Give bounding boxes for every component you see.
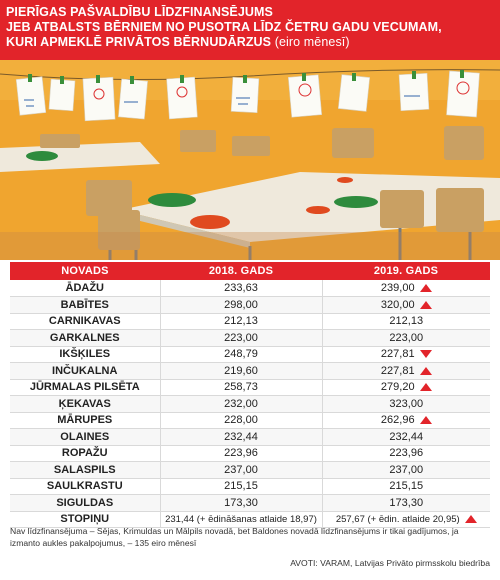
row-value-2018: 223,00	[160, 330, 322, 347]
row-value-2018: 228,00	[160, 412, 322, 429]
row-value-2018: 219,60	[160, 363, 322, 380]
row-municipality: SAULKRASTU	[10, 478, 160, 495]
table-row	[10, 379, 490, 396]
table-header-row	[10, 262, 490, 280]
row-value-2019: 279,20	[380, 381, 415, 394]
row-cell-2019	[322, 346, 490, 363]
row-value-2019: 173,30	[389, 496, 424, 509]
row-municipality: GARKALNES	[10, 330, 160, 347]
row-municipality: ĶEKAVAS	[10, 396, 160, 413]
cofinancing-table-wrap	[10, 262, 490, 528]
row-municipality: SIGULDAS	[10, 495, 160, 512]
footnote: Nav līdzfinansējuma – Sējas, Krimuldas un Mālpils novadā, bet Baldones novadā līdzfinansējums ir tikai gadījumos, ja izmanto aukles pakalpojumus, – 135 eiro mēnesī	[10, 526, 459, 548]
row-cell-2019	[322, 495, 490, 512]
table-row	[10, 330, 490, 347]
row-cell-2019	[322, 412, 490, 429]
row-municipality: CARNIKAVAS	[10, 313, 160, 330]
row-value-2019: 223,96	[389, 447, 424, 460]
increase-arrow-icon	[420, 301, 432, 309]
table-row	[10, 280, 490, 297]
row-value-2019: 212,13	[389, 315, 424, 328]
title-line-2: JEB ATBALSTS BĒRNIEM NO PUSOTRA LĪDZ ČETRU GADU VECUMAM,	[6, 20, 442, 34]
header-novads: NOVADS	[10, 262, 160, 280]
row-value-2019: 232,44	[389, 430, 424, 443]
row-municipality: STOPIŅU	[10, 511, 160, 528]
row-value-2018: 248,79	[160, 346, 322, 363]
row-cell-2019	[322, 297, 490, 314]
row-value-2018: 212,13	[160, 313, 322, 330]
table-row	[10, 462, 490, 479]
row-municipality: JŪRMALAS PILSĒTA	[10, 379, 160, 396]
increase-arrow-icon	[420, 284, 432, 292]
row-cell-2019	[322, 280, 490, 297]
table-row	[10, 429, 490, 446]
row-cell-2019	[322, 429, 490, 446]
row-value-2018: 258,73	[160, 379, 322, 396]
row-value-2019: 239,00	[380, 282, 415, 294]
table-row	[10, 396, 490, 413]
kindergarten-photo-illustration	[0, 60, 500, 260]
table-row	[10, 495, 490, 512]
row-municipality: INČUKALNA	[10, 363, 160, 380]
row-cell-2019	[322, 363, 490, 380]
row-cell-2019	[322, 462, 490, 479]
row-cell-2019	[322, 330, 490, 347]
title-unit: (eiro mēnesī)	[271, 35, 350, 49]
row-value-2018: 233,63	[160, 280, 322, 297]
table-row	[10, 445, 490, 462]
row-value-2018: 231,44 (+ ēdināšanas atlaide 18,97)	[160, 511, 322, 528]
row-cell-2019	[322, 478, 490, 495]
row-municipality: ĀDAŽU	[10, 280, 160, 297]
row-value-2018: 237,00	[160, 462, 322, 479]
row-cell-2019	[322, 396, 490, 413]
row-value-2019: 262,96	[380, 414, 415, 427]
row-municipality: SALASPILS	[10, 462, 160, 479]
row-municipality: MĀRUPES	[10, 412, 160, 429]
row-value-2018: 298,00	[160, 297, 322, 314]
row-value-2019: 215,15	[389, 480, 424, 493]
row-value-2019: 257,67 (+ ēdin. atlaide 20,95)	[335, 513, 460, 525]
increase-arrow-icon	[420, 416, 432, 424]
table-row	[10, 346, 490, 363]
title-band	[0, 0, 500, 60]
row-municipality: OLAINES	[10, 429, 160, 446]
row-value-2019: 237,00	[389, 463, 424, 476]
cofinancing-table	[10, 262, 490, 528]
row-municipality: ROPAŽU	[10, 445, 160, 462]
row-cell-2019	[322, 379, 490, 396]
table-row	[10, 478, 490, 495]
decrease-arrow-icon	[420, 350, 432, 358]
row-value-2018: 232,00	[160, 396, 322, 413]
title-line-3	[6, 35, 494, 50]
row-value-2019: 223,00	[389, 331, 424, 344]
row-cell-2019	[322, 313, 490, 330]
title-line-1: PIERĪGAS PAŠVALDĪBU LĪDZFINANSĒJUMS	[6, 5, 273, 19]
table-row	[10, 363, 490, 380]
table-body	[10, 280, 490, 528]
title-line-3-main: KURI APMEKLĒ PRIVĀTOS BĒRNUDĀRZUS	[6, 35, 272, 49]
row-value-2019: 320,00	[380, 298, 415, 311]
kindergarten-photo	[0, 60, 500, 260]
increase-arrow-icon	[420, 383, 432, 391]
increase-arrow-icon	[465, 515, 477, 523]
row-value-2018: 173,30	[160, 495, 322, 512]
source-credit: AVOTI: VARAM, Latvijas Privāto pirmsskolu biedrība	[290, 558, 490, 568]
row-cell-2019	[322, 445, 490, 462]
row-municipality: BABĪTES	[10, 297, 160, 314]
row-value-2018: 232,44	[160, 429, 322, 446]
table-row	[10, 313, 490, 330]
row-value-2018: 215,15	[160, 478, 322, 495]
header-2018: 2018. GADS	[160, 262, 322, 280]
row-value-2019: 323,00	[389, 397, 424, 410]
row-municipality: IKŠĶILES	[10, 346, 160, 363]
increase-arrow-icon	[420, 367, 432, 375]
row-value-2019: 227,81	[380, 364, 415, 377]
row-value-2018: 223,96	[160, 445, 322, 462]
row-value-2019: 227,81	[380, 348, 415, 361]
table-row	[10, 412, 490, 429]
header-2019: 2019. GADS	[322, 262, 490, 280]
table-row	[10, 297, 490, 314]
